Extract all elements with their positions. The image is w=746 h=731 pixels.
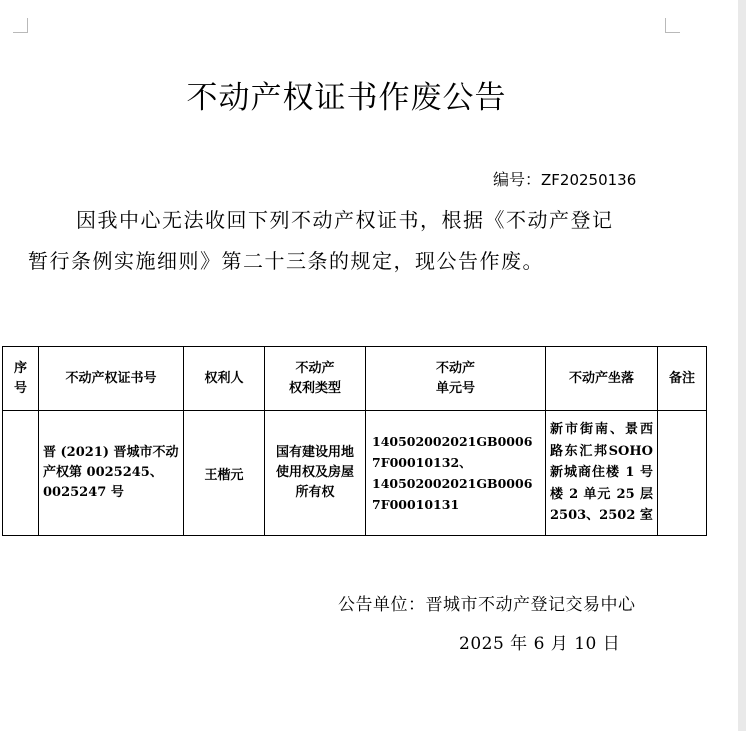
header-right-type: 不动产 权利类型	[265, 347, 366, 411]
unit-no-2: 140502002021GB00067F00010131	[372, 476, 533, 512]
header-holder: 权利人	[184, 347, 265, 411]
announcing-unit-name: 晋城市不动产登记交易中心	[425, 595, 636, 615]
body-line: 暂行条例实施细则》第二十三条的规定，现公告作废。	[28, 249, 544, 273]
header-remark: 备注	[658, 347, 707, 411]
document-number-value: ZF20250136	[541, 171, 637, 189]
document-number-label: 编号：	[493, 170, 542, 189]
table-row	[3, 411, 707, 536]
document-number	[493, 167, 636, 190]
body-line: 因我中心无法收回下列不动产权证书，根据《不动产登记	[76, 208, 614, 232]
cell-right-type: 国有建设用地使用权及房屋所有权	[265, 411, 366, 536]
header-cert-no: 不动产权证书号	[39, 347, 184, 411]
announcement-date: 2025 年 6 月 10 日	[459, 634, 621, 654]
unit-no-1: 140502002021GB00067F00010132、	[372, 434, 533, 470]
header-location: 不动产坐落	[546, 347, 658, 411]
announcing-unit-label: 公告单位：	[338, 595, 426, 615]
table-header-row	[3, 347, 707, 411]
cell-cert-no: 晋 (2021) 晋城市不动产权第 0025245、0025247 号	[39, 411, 184, 536]
cell-holder: 王楷元	[184, 411, 265, 536]
certificate-table	[2, 346, 707, 536]
header-unit-no: 不动产 单元号	[366, 347, 546, 411]
cell-seq	[3, 411, 39, 536]
margin-corner-mark	[13, 18, 28, 33]
cell-remark	[658, 411, 707, 536]
page-title: 不动产权证书作废公告	[186, 80, 507, 116]
announcement-body	[28, 200, 678, 282]
announcing-unit	[338, 590, 636, 615]
page-edge	[738, 0, 746, 731]
cell-unit-no	[366, 411, 546, 536]
margin-corner-mark	[665, 18, 680, 33]
cell-location: 新市街南、景西路东汇邦SOHO 新城商住楼 1 号楼 2 单元 25 层2503、2502 室	[546, 411, 658, 536]
header-seq: 序 号	[3, 347, 39, 411]
